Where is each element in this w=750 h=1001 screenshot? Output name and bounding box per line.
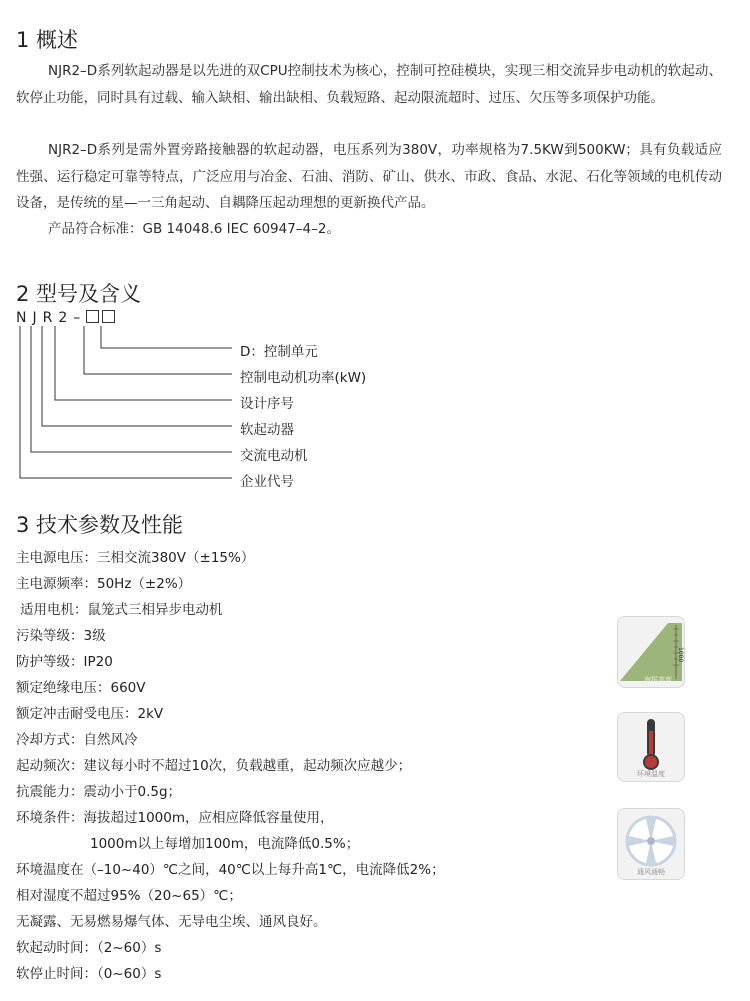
param-line: 主电源频率：50Hz（±2%） <box>16 576 192 592</box>
overview-text-1: NJR2–D系列软起动器是以先进的双CPU控制技术为核心，控制可控硅模块，实现三相交流异步电动机的软起动、软停止功能，同时具有过载、输入缺相、输出缺相、负载短路、起动限流超时、过压、欠压等多项保护功能。 <box>16 63 722 106</box>
param-line: 主电源电压：三相交流380V（±15%） <box>16 550 255 566</box>
param-line: 抗震能力：震动小于0.5g； <box>16 784 182 800</box>
param-line: 无凝露、无易燃易爆气体、无导电尘埃、通风良好。 <box>16 914 327 930</box>
section-2-title: 2 型号及含义 <box>16 282 142 306</box>
model-legend-lines <box>0 320 240 490</box>
legend-item-2: 控制电动机功率(kW) <box>240 370 367 386</box>
temperature-caption: 环境温度 <box>637 770 665 778</box>
param-line: 环境温度在（–10~40）℃之间，40℃以上每升高1℃，电流降低2%； <box>16 862 445 878</box>
ventilation-card <box>617 808 685 880</box>
param-line: 防护等级：IP20 <box>16 654 113 670</box>
legend-item-6: 企业代号 <box>240 474 294 490</box>
param-line: 冷却方式：自然风冷 <box>16 732 138 748</box>
model-code-text: NJR2– <box>16 310 87 326</box>
leader-line-enterprise <box>20 326 232 478</box>
param-line: 软起动时间：（2~60）s <box>16 940 162 956</box>
param-line: 起动频次：建议每小时不超过10次，负载越重，起动频次应越少； <box>16 758 412 774</box>
legend-item-5: 交流电动机 <box>240 448 308 464</box>
altitude-caption: 海拔高度 <box>644 676 672 684</box>
ventilation-caption: 通风通畅 <box>637 868 665 876</box>
temperature-card <box>617 712 685 782</box>
param-line: 额定绝缘电压：660V <box>16 680 146 696</box>
param-line: 软停止时间：（0~60）s <box>16 966 162 982</box>
param-line: 污染等级：3级 <box>16 628 106 644</box>
overview-paragraph-2 <box>16 137 722 217</box>
leader-line-d <box>101 326 232 348</box>
legend-item-3: 设计序号 <box>240 396 294 412</box>
param-line: 1000m以上每增加100m，电流降低0.5%； <box>90 836 360 852</box>
overview-paragraph-1 <box>16 58 722 111</box>
standards-line: 产品符合标准：GB 14048.6 IEC 60947–4–2。 <box>48 221 340 237</box>
altitude-card <box>617 616 685 688</box>
leader-line-softstarter <box>42 326 232 426</box>
section-3-title: 3 技术参数及性能 <box>16 513 184 537</box>
altitude-scale-label: 1000 <box>677 647 684 663</box>
leader-line-power <box>84 326 232 374</box>
legend-item-4: 软起动器 <box>240 422 294 438</box>
param-line: 额定冲击耐受电压：2kV <box>16 706 164 722</box>
overview-text-2: NJR2–D系列是需外置旁路接触器的软起动器，电压系列为380V，功率规格为7.5KW到500KW；具有负载适应性强、运行稳定可靠等特点，广泛应用与冶金、石油、消防、矿山、供水、市政、食品、水泥、石化等领域的电机传动设备，是传统的星—一三角起动、自耦降压起动理想的更新换代产品。 <box>16 142 722 211</box>
section-1-title: 1 概述 <box>16 28 79 52</box>
leader-line-ac-motor <box>31 326 232 452</box>
leader-line-design <box>55 326 232 400</box>
legend-item-1: D：控制单元 <box>240 344 318 360</box>
param-line: 适用电机：鼠笼式三相异步电动机 <box>20 602 223 618</box>
param-line: 相对湿度不超过95%（20~65）℃； <box>16 888 242 904</box>
param-line: 环境条件：海拔超过1000m，应相应降低容量使用， <box>16 810 334 826</box>
